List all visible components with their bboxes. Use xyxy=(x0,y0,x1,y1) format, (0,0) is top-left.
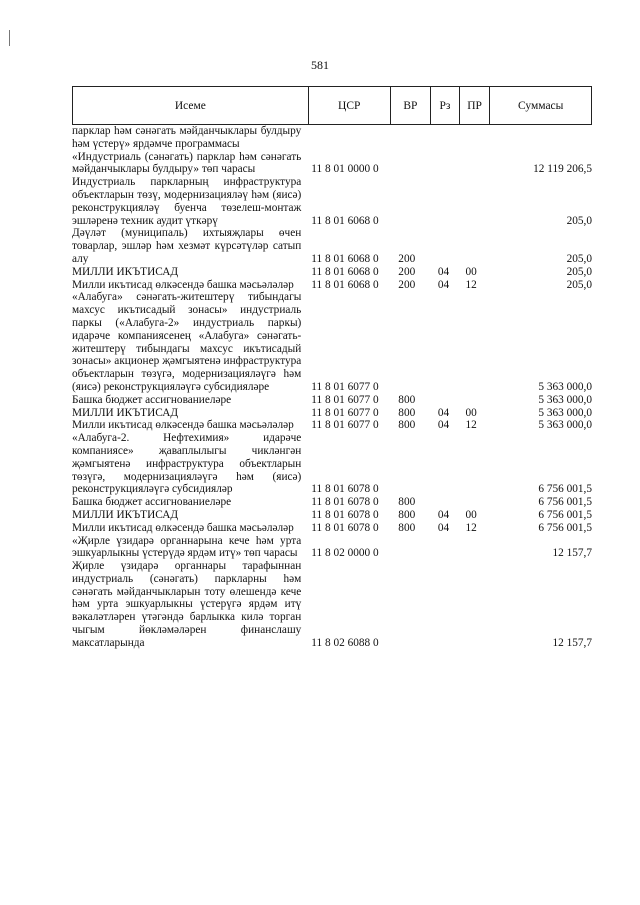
row-csr: 11 8 01 6068 0 xyxy=(311,252,379,265)
row-vr: 800 xyxy=(398,496,416,509)
row-sum: 205,0 xyxy=(566,252,593,265)
row-sum: 205,0 xyxy=(566,265,593,278)
row-name: Башка бюджет ассигнованиеләре xyxy=(72,496,232,509)
row-sum: 205,0 xyxy=(566,278,593,291)
header-sum: Суммасы xyxy=(489,87,591,124)
row-pr: 00 xyxy=(465,265,477,278)
row-csr: 11 8 01 6078 0 xyxy=(311,521,379,534)
row-rz: 04 xyxy=(437,265,450,278)
row-vr: 200 xyxy=(398,252,416,265)
row-name: «Алабуга» сәнәгать-житештерү тибындагы махсус икътисадый зонасы» индустриаль паркы («Алабуга-2» индустриаль паркы) идарәче компаниясенең «Алабуга» сәнәгать-житештерү тибындагы махсус икътисадый зонасы» акционер җәмгыятенә инфраструктура объектларын төзүгә, модернизацияләүгә һәм (яисә) реконструкцияләүгә субсидияләре xyxy=(72,291,302,393)
table-row xyxy=(72,176,592,227)
row-csr: 11 8 01 6068 0 xyxy=(311,214,379,227)
table-body xyxy=(72,125,592,650)
row-pr: 00 xyxy=(465,406,477,419)
header-rz: Рз xyxy=(430,87,459,124)
table-row xyxy=(72,279,592,292)
row-vr: 800 xyxy=(398,521,416,534)
table-row xyxy=(72,151,592,177)
header-pr: ПР xyxy=(459,87,490,124)
row-name: Башка бюджет ассигнованиеләре xyxy=(72,393,232,406)
row-sum: 6 756 001,5 xyxy=(538,483,593,496)
row-vr: 800 xyxy=(398,419,416,432)
row-sum: 6 756 001,5 xyxy=(538,521,593,534)
row-csr: 11 8 01 6078 0 xyxy=(311,508,379,521)
row-sum: 12 157,7 xyxy=(552,636,593,649)
row-rz: 04 xyxy=(437,521,450,534)
page-number: 581 xyxy=(311,58,329,72)
row-name: Дәүләт (муниципаль) ихтыяҗлары өчен товарлар, эшләр һәм хезмәт күрсәтүләр сатып алу xyxy=(72,227,302,265)
row-vr: 800 xyxy=(398,406,416,419)
table-row xyxy=(72,509,592,522)
row-rz: 04 xyxy=(437,419,450,432)
table-row xyxy=(72,407,592,420)
table-row xyxy=(72,535,592,561)
row-sum: 5 363 000,0 xyxy=(538,380,593,393)
budget-table xyxy=(72,86,592,650)
row-sum: 6 756 001,5 xyxy=(538,508,593,521)
row-csr: 11 8 01 6077 0 xyxy=(311,406,379,419)
table-row xyxy=(72,394,592,407)
row-vr: 200 xyxy=(398,278,416,291)
row-name: Милли икътисад өлкәсендә башка мәсьәләләр xyxy=(72,278,294,291)
table-row xyxy=(72,125,592,151)
row-rz: 04 xyxy=(437,508,450,521)
row-name: «Алабуга-2. Нефтехимия» идарәче компаниясе» җаваплылыгы чикләнгән җәмгыятенә инфраструктура объектларын төзүгә, модернизацияләүгә һәм (яисә) реконструкцияләүгә субсидияләр xyxy=(72,432,302,496)
table-row xyxy=(72,227,592,265)
row-name: Җирле үзидарә органнары тарафыннан индустриаль (сәнәгать) паркларны һәм сәнәгать мәйданчыкларын тоту өлешендә кече һәм урта эшкуарлыкны үстерүгә ярдәм итү вәкаләтләрен үтәгәндә барлыкка килә торган чыгым йөкләмәләрен финанслашу максатларында xyxy=(72,560,302,649)
row-name: Милли икътисад өлкәсендә башка мәсьәләләр xyxy=(72,419,294,432)
row-sum: 12 157,7 xyxy=(552,547,593,560)
row-sum: 205,0 xyxy=(566,214,593,227)
row-csr: 11 8 02 6088 0 xyxy=(311,636,379,649)
row-name: парклар һәм сәнәгать мәйданчыклары булдыру һәм үстерү» ярдәмче программасы xyxy=(72,125,302,150)
row-sum: 5 363 000,0 xyxy=(538,406,593,419)
header-vr: ВР xyxy=(390,87,430,124)
row-csr: 11 8 01 6077 0 xyxy=(311,419,379,432)
row-rz: 04 xyxy=(437,278,450,291)
table-row xyxy=(72,291,592,393)
row-csr: 11 8 01 6077 0 xyxy=(311,393,379,406)
row-csr: 11 8 01 6077 0 xyxy=(311,380,379,393)
table-row xyxy=(72,266,592,279)
table-row xyxy=(72,522,592,535)
table-row xyxy=(72,560,592,650)
row-vr: 200 xyxy=(398,265,416,278)
header-csr: ЦСР xyxy=(308,87,390,124)
table-row xyxy=(72,432,592,496)
row-csr: 11 8 01 0000 0 xyxy=(311,163,379,176)
table-header xyxy=(72,86,592,125)
row-pr: 12 xyxy=(465,419,477,432)
row-rz: 04 xyxy=(437,406,450,419)
row-pr: 12 xyxy=(465,278,477,291)
row-csr: 11 8 01 6078 0 xyxy=(311,483,379,496)
row-sum: 5 363 000,0 xyxy=(538,419,593,432)
row-name: Индустриаль паркларның инфраструктура объектларын төзү, модернизацияләү һәм (яисә) реконструкцияләү буенча төзелеш-монтаж эшләренә техник аудит үткәрү xyxy=(72,176,302,227)
margin-mark xyxy=(9,30,10,46)
table-row xyxy=(72,496,592,509)
row-name: Милли икътисад өлкәсендә башка мәсьәләләр xyxy=(72,521,294,534)
row-csr: 11 8 01 6068 0 xyxy=(311,265,379,278)
row-vr: 800 xyxy=(398,508,416,521)
row-csr: 11 8 01 6068 0 xyxy=(311,278,379,291)
row-name: «Җирле үзидарә органнарына кече һәм урта эшкуарлыкны үстерүдә ярдәм итү» төп чарасы xyxy=(72,534,302,560)
table-row xyxy=(72,419,592,432)
row-name: МИЛЛИ ИКЪТИСАД xyxy=(72,265,179,278)
row-pr: 12 xyxy=(465,521,477,534)
row-csr: 11 8 01 6078 0 xyxy=(311,496,379,509)
row-name: МИЛЛИ ИКЪТИСАД xyxy=(72,508,179,521)
row-sum: 6 756 001,5 xyxy=(538,496,593,509)
row-pr: 00 xyxy=(465,508,477,521)
row-name: МИЛЛИ ИКЪТИСАД xyxy=(72,406,179,419)
row-sum: 5 363 000,0 xyxy=(538,393,593,406)
row-csr: 11 8 02 0000 0 xyxy=(311,547,379,560)
row-sum: 12 119 206,5 xyxy=(533,163,593,176)
row-vr: 800 xyxy=(398,393,416,406)
header-name: Исеме xyxy=(174,99,206,112)
row-name: «Индустриаль (сәнәгать) парклар һәм сәнәгать мәйданчыклары булдыру» төп чарасы xyxy=(72,150,302,176)
